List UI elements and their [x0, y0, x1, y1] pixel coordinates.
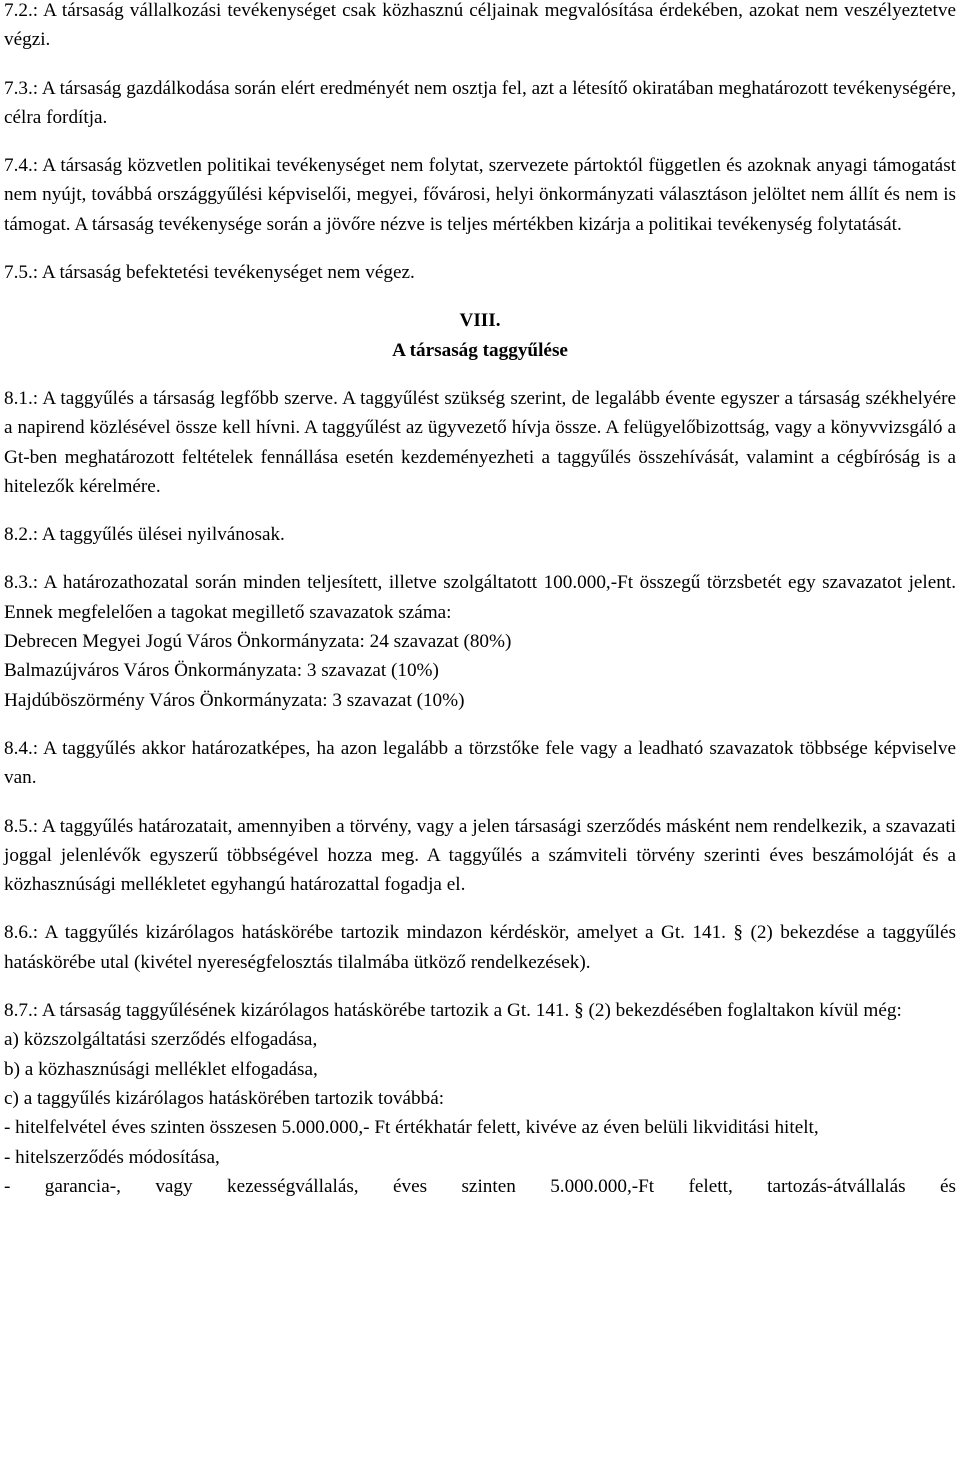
vote-line: Hajdúböszörmény Város Önkormányzata: 3 szavazat (10%)	[4, 689, 465, 711]
document-page	[4, 0, 956, 1201]
list-item: - hitelszerződés módosítása,	[4, 1146, 220, 1168]
vote-line: Debrecen Megyei Jogú Város Önkormányzata: 24 szavazat (80%)	[4, 631, 512, 653]
vote-line: Balmazújváros Város Önkormányzata: 3 szavazat (10%)	[4, 660, 439, 682]
paragraph-7-2: 7.2.: A társaság vállalkozási tevékenységet csak közhasznú céljainak megvalósítása érdekében, azokat nem veszélyeztetve végzi.	[4, 0, 956, 51]
paragraph-7-4: 7.4.: A társaság közvetlen politikai tevékenységet nem folytat, szervezete pártoktól független és azoknak anyagi támogatást nem nyújt, továbbá országgyűlési képviselői, megyei, fővárosi, helyi önkormányzati választáson jelöltet nem állít és nem is támogat. A társaság tevékenysége során a jövőre nézve is teljes mértékben kizárja a politikai tevékenység folytatását.	[4, 155, 956, 235]
paragraph-7-5: 7.5.: A társaság befektetési tevékenységet nem végez.	[4, 262, 415, 284]
paragraph-8-3: 8.3.: A határozathozatal során minden teljesített, illetve szolgáltatott 100.000,-Ft összegű törzsbetét egy szavazatot jelent. Ennek megfelelően a tagokat megillető szavazatok száma:	[4, 572, 956, 623]
paragraph-8-1: 8.1.: A taggyűlés a társaság legfőbb szerve. A taggyűlést szükség szerint, de legalább évente egyszer a társaság székhelyére a napirend közlésével össze kell hívni. A taggyűlést az ügyvezető hívja össze. A felügyelőbizottság, vagy a könyvvizsgáló a Gt-ben meghatározott feltételek fennállása esetén kezdeményezheti a taggyűlés összehívását, valamint a cégbíróság is a hitelezők kérelmére.	[4, 387, 956, 497]
paragraph-7-3: 7.3.: A társaság gazdálkodása során elért eredményét nem osztja fel, azt a létesítő okiratában meghatározott tevékenységére, célra fordítja.	[4, 77, 956, 128]
paragraph-8-7: 8.7.: A társaság taggyűlésének kizárólagos hatáskörébe tartozik a Gt. 141. § (2) bekezdésében foglaltakon kívül még:	[4, 1000, 902, 1022]
list-item: a) közszolgáltatási szerződés elfogadása,	[4, 1029, 318, 1051]
list-item-cut: - garancia-, vagy kezességvállalás, éves szinten 5.000.000,-Ft felett, tartozás-átvállalás és	[4, 1175, 956, 1197]
section-title: A társaság taggyűlése	[392, 339, 568, 361]
paragraph-8-2: 8.2.: A taggyűlés ülései nyilvánosak.	[4, 524, 285, 546]
paragraph-8-5: 8.5.: A taggyűlés határozatait, amennyiben a törvény, vagy a jelen társasági szerződés másként nem rendelkezik, a szavazati joggal jelenlévők egyszerű többségével hozza meg. A taggyűlés a számviteli törvény szerinti éves beszámolóját és a közhasznúsági mellékletet egyhangú határozattal fogadja el.	[4, 815, 956, 896]
list-item: - hitelfelvétel éves szinten összesen 5.000.000,- Ft értékhatár felett, kivéve az éven belüli likviditási hitelt,	[4, 1117, 819, 1139]
paragraph-8-4: 8.4.: A taggyűlés akkor határozatképes, ha azon legalább a törzstőke fele vagy a leadható szavazatok többsége képviselve van.	[4, 737, 956, 789]
list-item: b) a közhasznúsági melléklet elfogadása,	[4, 1058, 318, 1080]
paragraph-8-6: 8.6.: A taggyűlés kizárólagos hatáskörébe tartozik mindazon kérdéskör, amelyet a Gt. 141. § (2) bekezdése a taggyűlés hatáskörébe utal (kivétel nyereségfelosztás tilalmába ütköző rendelkezések).	[4, 922, 956, 973]
list-item: c) a taggyűlés kizárólagos hatáskörében tartozik továbbá:	[4, 1087, 445, 1109]
section-number: VIII.	[459, 310, 501, 332]
